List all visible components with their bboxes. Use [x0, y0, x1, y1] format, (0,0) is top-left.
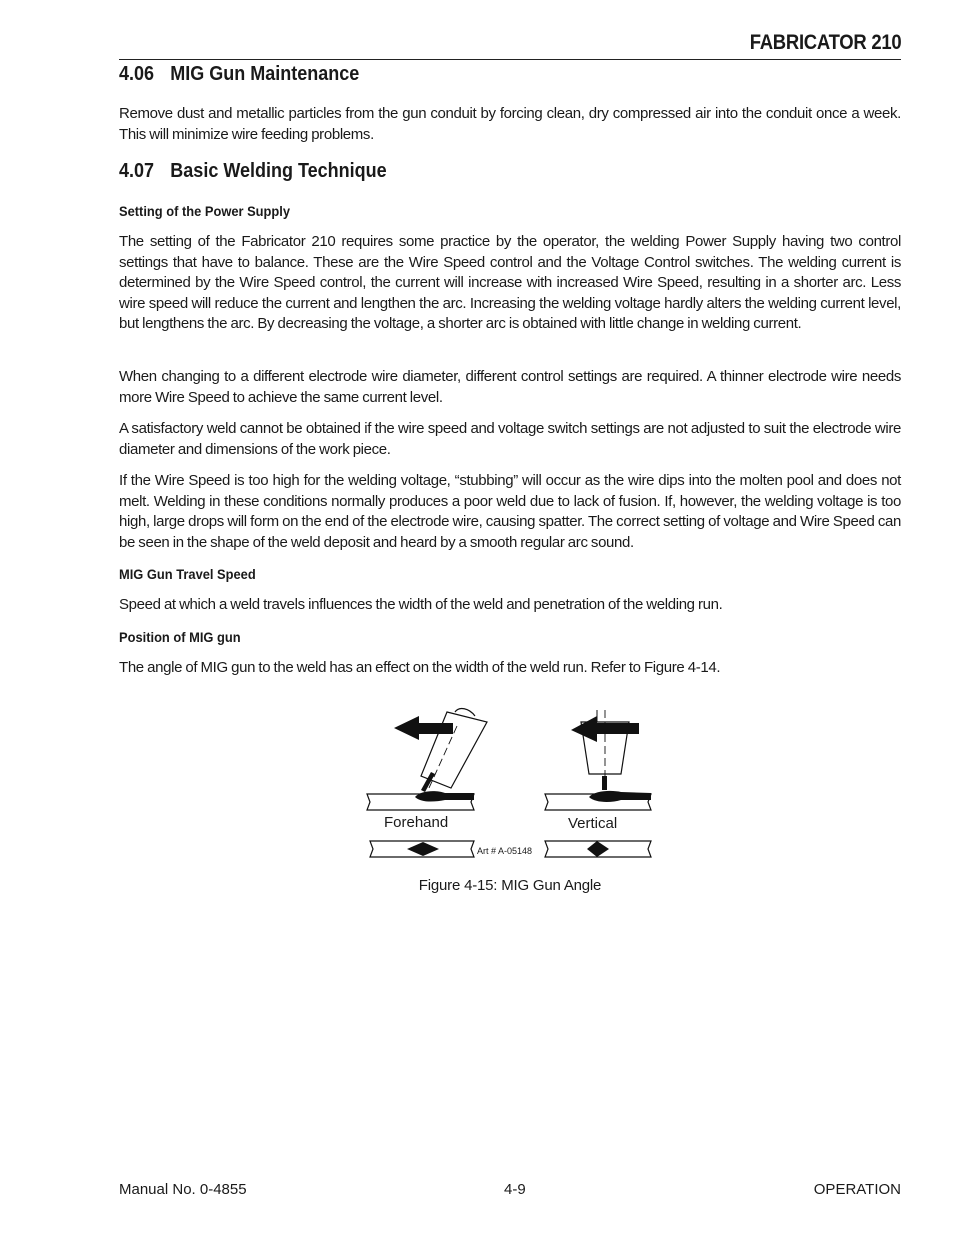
mig-gun-angle-diagram: [359, 700, 659, 865]
art-number: Art # A-05148: [477, 846, 533, 856]
power-supply-paragraph-1: The setting of the Fabricator 210 requires some practice by the operator, the welding Power Supply having two control settings that have to balance. These are the Wire Speed control and the Voltage Control switches. The welding current is determined by the Wire Speed control, the current will increase with increased Wire Speed, resulting in a shorter arc. Less wire speed will reduce the current and lengthen the arc. Increasing the welding voltage hardly alters the welding current level, but lengthens the arc. By decreasing the voltage, a shorter arc is obtained with little change in welding current.: [119, 233, 901, 333]
forehand-weld-section: [407, 842, 439, 856]
subheading-gun-position: Position of MIG gun: [119, 629, 241, 645]
section-heading-4-06: [119, 63, 359, 86]
section-number: 4.07: [119, 160, 155, 182]
section-heading-4-07: [119, 160, 387, 183]
page-header: [119, 31, 901, 60]
forehand-electrode-wire: [421, 772, 435, 792]
vertical-weld-section: [587, 841, 609, 857]
section-number: 4.06: [119, 63, 155, 85]
subheading-travel-speed: MIG Gun Travel Speed: [119, 566, 256, 582]
forehand-label: Forehand: [384, 814, 449, 831]
vertical-electrode-wire: [602, 776, 607, 790]
subheading-power-supply: Setting of the Power Supply: [119, 203, 291, 219]
manual-number: Manual No. 0-4855: [119, 1181, 247, 1198]
travel-speed-paragraph: Speed at which a weld travels influences the width of the weld and penetration of the welding run.: [119, 596, 723, 613]
footer-section-name: OPERATION: [813, 1181, 901, 1198]
vertical-label: Vertical: [568, 815, 618, 832]
vertical-weld-bead: [589, 791, 651, 802]
page-number: 4-9: [504, 1181, 526, 1198]
power-supply-paragraph-4: If the Wire Speed is too high for the welding voltage, “stubbing” will occur as the wire dips into the molten pool and does not melt. Welding in these conditions normally produces a poor weld due to lack of fusion. If, however, the welding voltage is too high, large drops will form on the end of the electrode wire, causing spatter. The correct setting of voltage and Wire Speed can be seen in the shape of the weld deposit and heard by a smooth regular arc sound.: [119, 472, 901, 551]
section-title: Basic Welding Technique: [170, 160, 387, 182]
maintenance-paragraph: Remove dust and metallic particles from the gun conduit by forcing clean, dry compressed air into the conduit once a week. This will minimize wire feeding problems.: [119, 105, 901, 143]
forehand-weld-bead: [415, 791, 474, 801]
power-supply-paragraph-2: When changing to a different electrode wire diameter, different control settings are required. A thinner electrode wire needs more Wire Speed to achieve the same current level.: [119, 368, 901, 406]
section-title: MIG Gun Maintenance: [170, 63, 360, 85]
figure-caption: Figure 4-15: MIG Gun Angle: [418, 877, 602, 894]
power-supply-paragraph-3: A satisfactory weld cannot be obtained if the wire speed and voltage switch settings are not adjusted to suit the electrode wire diameter and dimensions of the work piece.: [119, 420, 901, 458]
gun-position-paragraph: The angle of MIG gun to the weld has an effect on the width of the weld run. Refer to Figure 4-14.: [119, 659, 721, 676]
mig-gun-angle-figure: [359, 700, 659, 865]
product-title: FABRICATOR 210: [749, 31, 901, 54]
